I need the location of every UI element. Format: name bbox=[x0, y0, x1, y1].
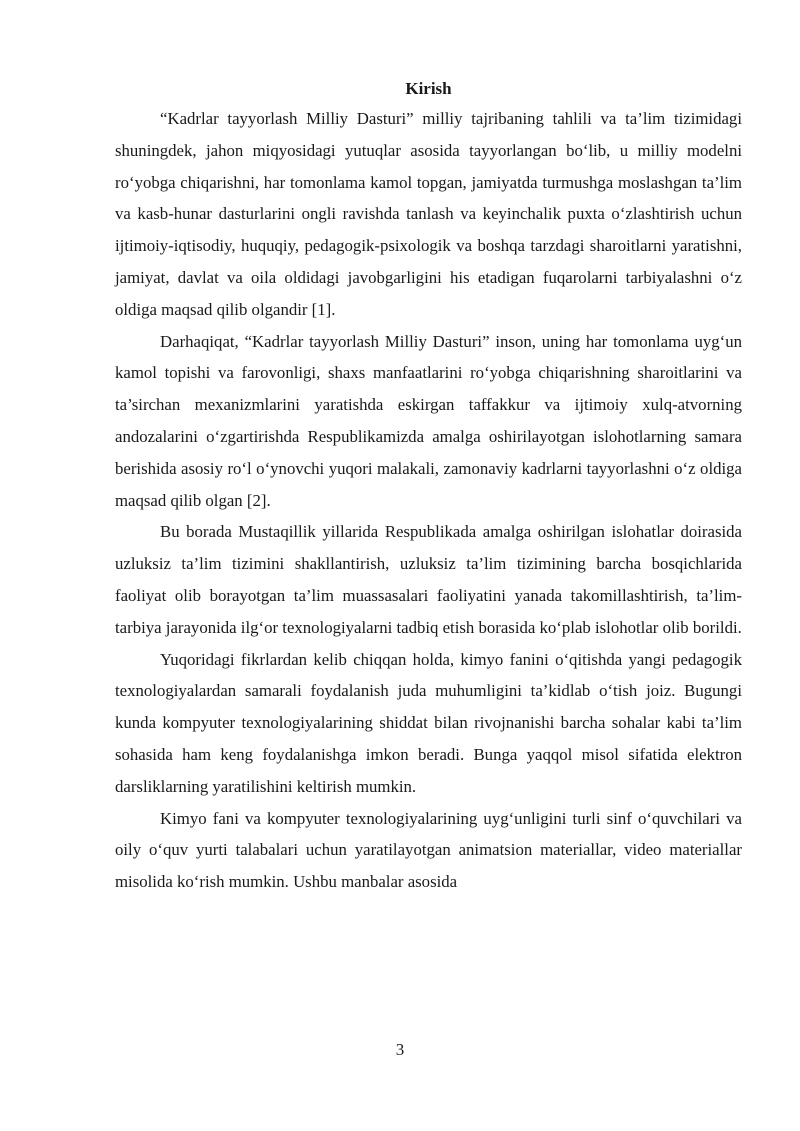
paragraph-2: Darhaqiqat, “Kadrlar tayyorlash Milliy Dasturi” inson, uning har tomonlama uyg‘un kamol topishi va farovonligi, shaxs manfaatlarini ro‘yobga chiqarishning sharoitlarini va ta’sirchan mexanizmlarini yaratishda eskirgan taffakkur va ijtimoiy xulq-atvorning andozalarini o‘zgartirishda Respublikamizda amalga oshirilayotgan islohotlarning samara berishida asosiy ro‘l o‘ynovchi yuqori malakali, zamonaviy kadrlarni tayyorlashni o‘z oldiga maqsad qilib olgan [2]. bbox=[115, 331, 742, 510]
paragraph-3: Bu borada Mustaqillik yillarida Respublikada amalga oshirilgan islohatlar doirasida uzluksiz ta’lim tizimini shakllantirish, uzluksiz ta’lim tizimining barcha bosqichlarida faoliyat olib borayotgan ta’lim muassasalari faoliyatini yanada takomillashtirish, ta’lim-tarbiya jarayonida ilg‘or texnologiyalarni tadbiq etish borasida ko‘plab islohotlar olib borildi. bbox=[115, 522, 742, 637]
section-title: Kirish bbox=[405, 79, 452, 98]
paragraph-1: “Kadrlar tayyorlash Milliy Dasturi” milliy tajribaning tahlili va ta’lim tizimidagi shuningdek, jahon miqyosidagi yutuqlar asosida tayyorlangan bo‘lib, u milliy modelni ro‘yobga chiqarishni, har tomonlama kamol topgan, jamiyatda turmushga moslashgan ta’lim va kasb-hunar dasturlarini ongli ravishda tanlash va keyinchalik puxta o‘zlashtirish uchun ijtimoiy-iqtisodiy, huquqiy, pedagogik-psixologik va boshqa tarzdagi sharoitlarni yaratishni, jamiyat, davlat va oila oldidagi javobgarligini his etadigan fuqarolarni tarbiyalashni o‘z oldiga maqsad qilib olgandir [1]. bbox=[115, 109, 742, 319]
paragraph-5: Kimyo fani va kompyuter texnologiyalarining uyg‘unligini turli sinf o‘quvchilari va oily o‘quv yurti talabalari uchun yaratilayotgan animatsion materiallar, video materiallar misolida ko‘rish mumkin. Ushbu manbalar asosida bbox=[115, 808, 742, 892]
page-number: 3 bbox=[395, 1040, 405, 1059]
paragraph-4: Yuqoridagi fikrlardan kelib chiqqan holda, kimyo fanini o‘qitishda yangi pedagogik texnologiyalardan samarali foydalanish juda muhumligini ta’kidlab o‘tish joiz. Bugungi kunda kompyuter texnologiyalarining shiddat bilan rivojnanishi barcha sohalar kabi ta’lim sohasida ham keng foydalanishga imkon beradi. Bunga yaqqol misol sifatida elektron darsliklarning yaratilishini keltirish mumkin. bbox=[115, 649, 742, 796]
document-page bbox=[115, 74, 742, 898]
